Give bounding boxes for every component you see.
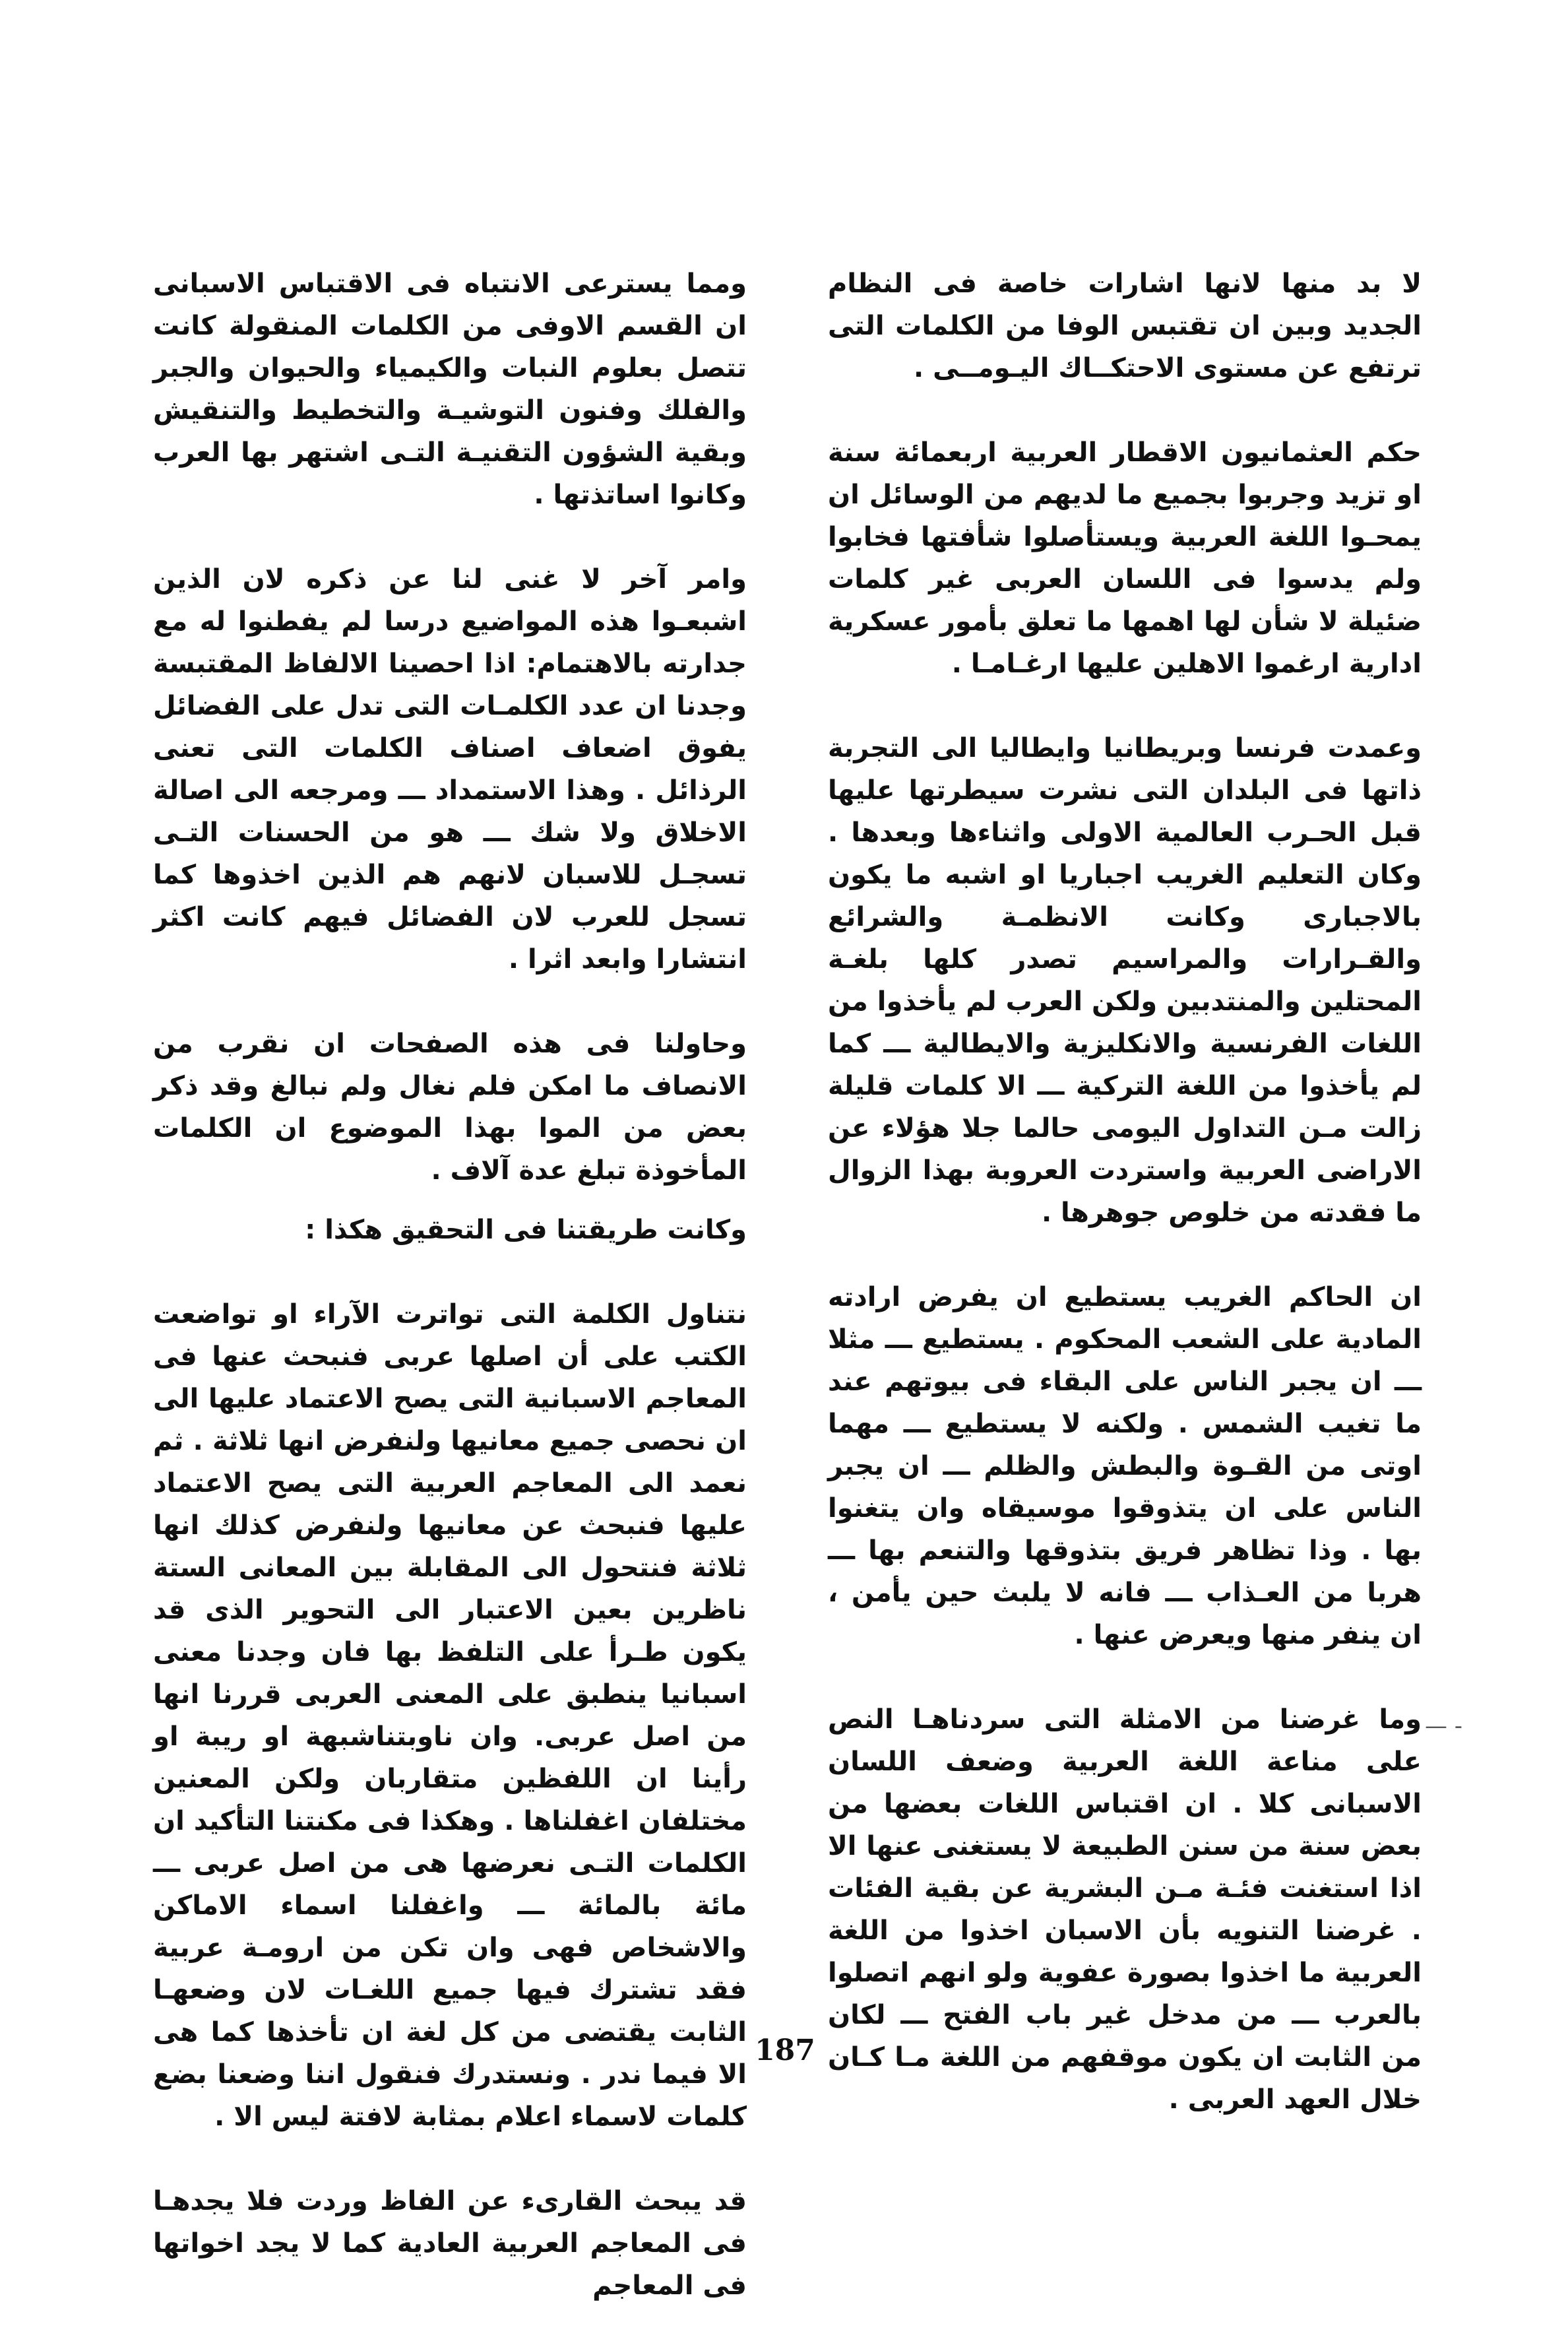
left-paragraph-6: قد يبحث القارىء عن الفاظ وردت فلا يجدهـا فى المعاجم العربية العادية كما لا يجد اخواتها فى المعاجم [153, 2186, 747, 2301]
right-paragraph-5: وما غرضنا من الامثلة التى سردناهـا النص على مناعة اللغة العربية وضعف اللسان الاسبانى كلا . ان اقتباس اللغات بعضها من بعض سنة من سنن الطبيعة لا يستغنى عنها الا اذا استغنت فئـة مـن البشرية عن بقية الفئات . غرضنا التنويه بأن الاسبان اخذوا من اللغة العربية ما اخذوا بصورة عفوية ولو انهم اتصلوا بالعرب ـــ من مدخل غير باب الفتح ـــ لكان من الثابت ان يكون موقفهم من اللغة مـا كـان خلال العهد العربى . [828, 1704, 1422, 2115]
right-column [828, 263, 1422, 2163]
left-column [153, 263, 747, 2349]
left-paragraph-2: وامر آخر لا غنى لنا عن ذكره لان الذين اشبعـوا هذه المواضيع درسا لم يفطنوا له مع جدارته بالاهتمام: اذا احصينا الالفاظ المقتبسة وجدنا ان عدد الكلمـات التى تدل على الفضائل يفوق اضعاف اصناف الكلمات التى تعنى الرذائل . وهذا الاستمداد ـــ ومرجعه الى اصالة الاخلاق ولا شك ـــ هو من الحسنات التـى تسجـل للاسبان لانهم هم الذين اخذوها كما تسجل للعرب لان الفضائل فيهم كانت اكثر انتشارا وابعد اثرا . [153, 564, 747, 975]
margin-mark: — - [1425, 1713, 1463, 1739]
right-paragraph-2: حكم العثمانيون الاقطار العربية اربعمائة سنة او تزيد وجربوا بجميع ما لديهم من الوسائل ان يمحـوا اللغة العربية ويستأصلوا شأفتها فخابوا ولم يدسوا فى اللسان العربى غير كلمات ضئيلة لا شأن لها اهمها ما تعلق بأمور عسكرية ادارية ارغموا الاهلين عليها ارغـامـا . [828, 437, 1422, 679]
right-paragraph-4: ان الحاكم الغريب يستطيع ان يفرض ارادته المادية على الشعب المحكوم . يستطيع ـــ مثلا ـــ ان يجبر الناس على البقاء فى بيوتهم عند ما تغيب الشمس . ولكنه لا يستطيع ـــ مهما اوتى من القـوة والبطش والظلم ـــ ان يجبر الناس على ان يتذوقوا موسيقاه وان يتغنوا بها . وذا تظاهر فريق بتذوقها والتنعم بها ـــ هربا من العـذاب ـــ فانه لا يلبث حين يأمن ، ان ينفر منها ويعرض عنها . [828, 1282, 1422, 1650]
left-paragraph-3: وحاولنا فى هذه الصفحات ان نقرب من الانصاف ما امكن فلم نغال ولم نبالغ وقد ذكر بعض من الموا بهذا الموضوع ان الكلمات المأخوذة تبلغ عدة آلاف . [153, 1029, 747, 1186]
page-number: 187 [755, 2034, 815, 2067]
right-paragraph-1: لا بد منها لانها اشارات خاصة فى النظام الجديد وبين ان تقتبس الوفا من الكلمات التى ترتفع عن مستوى الاحتكــاك اليـومــى . [828, 269, 1422, 383]
right-paragraph-3: وعمدت فرنسا وبريطانيا وايطاليا الى التجربة ذاتها فى البلدان التى نشرت سيطرتها عليها قبل الحـرب العالمية الاولى واثناءها وبعدها . وكان التعليم الغريب اجباريا او اشبه ما يكون بالاجبارى وكانت الانظمـة والشرائع والقـرارات والمراسيم تصدر كلها بلغـة المحتلين والمنتدبين ولكن العرب لم يأخذوا من اللغات الفرنسية والانكليزية والايطالية ـــ كما لم يأخذوا من اللغة التركية ـــ الا كلمات قليلة زالت مـن التداول اليومى حالما جلا هؤلاء عن الاراضى العربية واستردت العروبة بهذا الزوال ما فقدته من خلوص جوهرها . [828, 733, 1422, 1228]
left-paragraph-1: ومما يسترعى الانتباه فى الاقتباس الاسبانى ان القسم الاوفى من الكلمات المنقولة كانت تتصل بعلوم النبات والكيمياء والحيوان والجبر والفلك وفنون التوشيـة والتخطيط والتنقيش وبقية الشؤون التقنيـة التـى اشتهر بها العرب وكانوا اساتذتها . [153, 269, 747, 510]
left-paragraph-5: نتناول الكلمة التى تواترت الآراء او تواضعت الكتب على أن اصلها عربى فنبحث عنها فى المعاجم الاسبانية التى يصح الاعتماد عليها الى ان نحصى جميع معانيها ولنفرض انها ثلاثة . ثم نعمد الى المعاجم العربية التى يصح الاعتماد عليها فنبحث عن معانيها ولنفرض كذلك انها ثلاثة فنتحول الى المقابلة بين المعانى الستة ناظرين بعين الاعتبار الى التحوير الذى قد يكون طـرأ على التلفظ بها فان وجدنا معنى اسبانيا ينطبق على المعنى العربى قررنا انها من اصل عربى. وان ناوبتناشبهة او ريبة او رأينا ان اللفظين متقاربان ولكن المعنين مختلفان اغفلناها . وهكذا فى مكنتنا التأكيد ان الكلمات التـى نعرضها هى من اصل عربى ـــ مائة بالمائة ـــ واغفلنا اسماء الاماكن والاشخاص فهى وان تكن من ارومـة عربية فقد تشترك فيها جميع اللغـات لان وضعهـا الثابت يقتضى من كل لغة ان تأخذها كما هى الا فيما ندر . ونستدرك فنقول اننا وضعنا بضع كلمات لاسماء اعلام بمثابة لافتة ليس الا . [153, 1299, 747, 2132]
left-paragraph-4: وكانت طريقتنا فى التحقيق هكذا : [305, 1215, 747, 1245]
